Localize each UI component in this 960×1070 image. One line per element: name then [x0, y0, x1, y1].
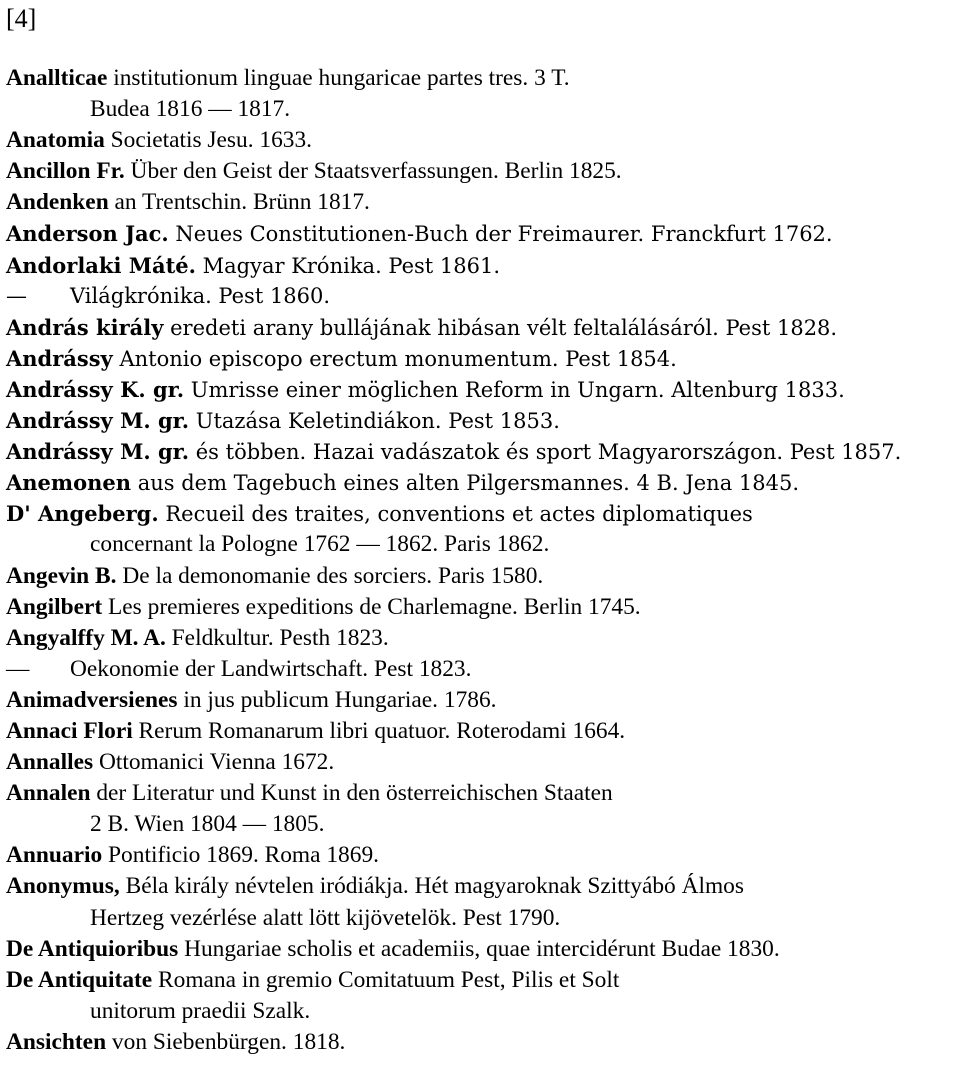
bibliography-entry-line	[6, 934, 956, 965]
entry-text: Les premieres expeditions de Charlemagne. Berlin 1745.	[102, 593, 641, 620]
bibliography-entry-line	[6, 125, 956, 156]
bibliography-entry-line	[6, 561, 956, 592]
entry-text: Societatis Jesu. 1633.	[104, 127, 313, 154]
bibliography-entry-line	[6, 63, 956, 94]
bibliography-entry-line	[6, 996, 956, 1027]
entry-heading: Andorlaki Máté.	[6, 252, 196, 278]
entry-text: institutionum linguae hungaricae partes tres. 3 T.	[107, 65, 570, 91]
bibliography-entry-line	[6, 965, 956, 996]
entry-text: aus dem Tagebuch eines alten Pilgersmannes. 4 B. Jena 1845.	[131, 471, 800, 496]
entry-text: Rerum Romanarum libri quatuor. Roterodami 1664.	[132, 717, 626, 744]
entry-heading: Annuario	[6, 842, 103, 869]
entry-text: Recueil des traites, conventions et actes diplomatiques	[158, 502, 753, 527]
entry-text: Hertzeg vezérlése alatt lött kijövetelök. Pest 1790.	[90, 904, 561, 931]
entry-heading: Andrássy M. gr.	[6, 439, 190, 465]
entry-heading: D' Angeberg.	[6, 501, 159, 527]
entry-text: in jus publicum Hungariae. 1786.	[177, 686, 497, 713]
entry-text: Magyar Krónika. Pest 1861.	[195, 253, 501, 278]
entry-text: unitorum praedii Szalk.	[90, 997, 311, 1024]
bibliography-entry-line	[6, 467, 956, 498]
entry-text: Hungariae scholis et academiis, quae intercidérunt Budae 1830.	[178, 935, 780, 962]
bibliography-entry-line	[6, 374, 956, 405]
bibliography-entry-line	[6, 840, 956, 871]
entry-text: Béla király névtelen iródiákja. Hét magyaroknak Szittyábó Álmos	[119, 873, 744, 900]
bibliography-entry-line	[6, 529, 956, 560]
entry-heading: Anatomia	[6, 127, 105, 154]
bibliography-lines	[6, 63, 956, 1058]
entry-heading: Anonymus,	[6, 873, 120, 900]
entry-text: 2 B. Wien 1804 — 1805.	[90, 811, 325, 838]
entry-text: Világkrónika. Pest 1860.	[70, 283, 331, 308]
entry-heading: Anderson Jac.	[6, 221, 169, 247]
bibliography-entry-line	[6, 343, 956, 374]
bibliography-entry-line	[6, 747, 956, 778]
bibliography-entry-line	[6, 903, 956, 934]
entry-text: Budea 1816 — 1817.	[90, 96, 291, 123]
entry-heading: Annalles	[6, 749, 94, 776]
bibliography-entry-line	[6, 312, 956, 343]
entry-heading: Animadversienes	[6, 686, 178, 713]
entry-heading: Andenken	[6, 189, 109, 216]
bibliography-entry-line	[6, 716, 956, 747]
entry-heading: Andrássy K. gr.	[6, 376, 185, 402]
bibliography-entry-line	[6, 281, 956, 312]
bibliography-entry-line	[6, 218, 956, 249]
entry-heading: Ancillon Fr.	[6, 158, 125, 185]
entry-text: concernant la Pologne 1762 — 1862. Paris 1862.	[90, 531, 550, 558]
page-number: [4]	[6, 4, 37, 33]
entry-text: és többen. Hazai vadászatok és sport Magyarországon. Pest 1857.	[189, 440, 902, 465]
entry-heading: De Antiquitate	[6, 966, 153, 993]
ditto-dash: —	[6, 283, 27, 308]
ditto-dash: —	[6, 655, 30, 682]
entry-heading: Anemonen	[6, 470, 132, 496]
bibliography-entry-line	[6, 1027, 956, 1058]
bibliography-entry-line	[6, 94, 956, 125]
entry-heading: Angevin B.	[6, 562, 117, 589]
bibliography-entry-line	[6, 187, 956, 218]
entry-heading: Angilbert	[6, 593, 103, 620]
entry-heading: De Antiquioribus	[6, 935, 179, 962]
entry-text: Umrisse einer möglichen Reform in Ungarn. Altenburg 1833.	[184, 377, 845, 402]
entry-heading: Ansichten	[6, 1028, 107, 1055]
bibliography-entry-line	[6, 778, 956, 809]
entry-text: Neues Constitutionen-Buch der Freimaurer. Franckfurt 1762.	[168, 222, 833, 247]
entry-heading: Andrássy	[6, 345, 113, 371]
bibliography-entry-line	[6, 654, 956, 685]
entry-text: der Literatur und Kunst in den österreichischen Staaten	[90, 780, 613, 807]
entry-text: Oekonomie der Landwirtschaft. Pest 1823.	[70, 655, 472, 682]
bibliography-entry-line	[6, 498, 956, 529]
bibliography-entry-line	[6, 685, 956, 716]
bibliography-entry-line	[6, 809, 956, 840]
entry-heading: Andrássy M. gr.	[6, 408, 190, 434]
entry-heading: Annalen	[6, 780, 91, 807]
entry-text: De la demonomanie des sorciers. Paris 1580.	[116, 562, 544, 589]
entry-heading: Anallticae	[6, 65, 108, 91]
entry-text: Feldkultur. Pesth 1823.	[165, 624, 389, 651]
bibliography-entry-line	[6, 623, 956, 654]
entry-text: Pontificio 1869. Roma 1869.	[102, 842, 379, 869]
entry-text: Antonio episcopo erectum monumentum. Pest 1854.	[112, 346, 677, 371]
entry-text: eredeti arany bullájának hibásan vélt feltalálásáról. Pest 1828.	[163, 315, 838, 340]
entry-text: Utazása Keletindiákon. Pest 1853.	[189, 409, 560, 434]
entry-heading: Angyalffy M. A.	[6, 624, 166, 651]
entry-text: Romana in gremio Comitatuum Pest, Pilis et Solt	[152, 966, 620, 993]
bibliography-entry-line	[6, 156, 956, 187]
bibliography-entry-line	[6, 436, 956, 467]
bibliography-entry-line	[6, 592, 956, 623]
bibliography-list	[6, 63, 956, 1058]
bibliography-entry-line	[6, 405, 956, 436]
bibliography-entry-line	[6, 871, 956, 902]
entry-heading: András király	[6, 314, 164, 340]
entry-text: an Trentschin. Brünn 1817.	[108, 189, 370, 216]
entry-text: Über den Geist der Staatsverfassungen. Berlin 1825.	[124, 158, 622, 185]
entry-heading: Annaci Flori	[6, 717, 133, 744]
bibliography-entry-line	[6, 250, 956, 281]
entry-text: von Siebenbürgen. 1818.	[106, 1028, 346, 1055]
entry-text: Ottomanici Vienna 1672.	[93, 749, 335, 776]
